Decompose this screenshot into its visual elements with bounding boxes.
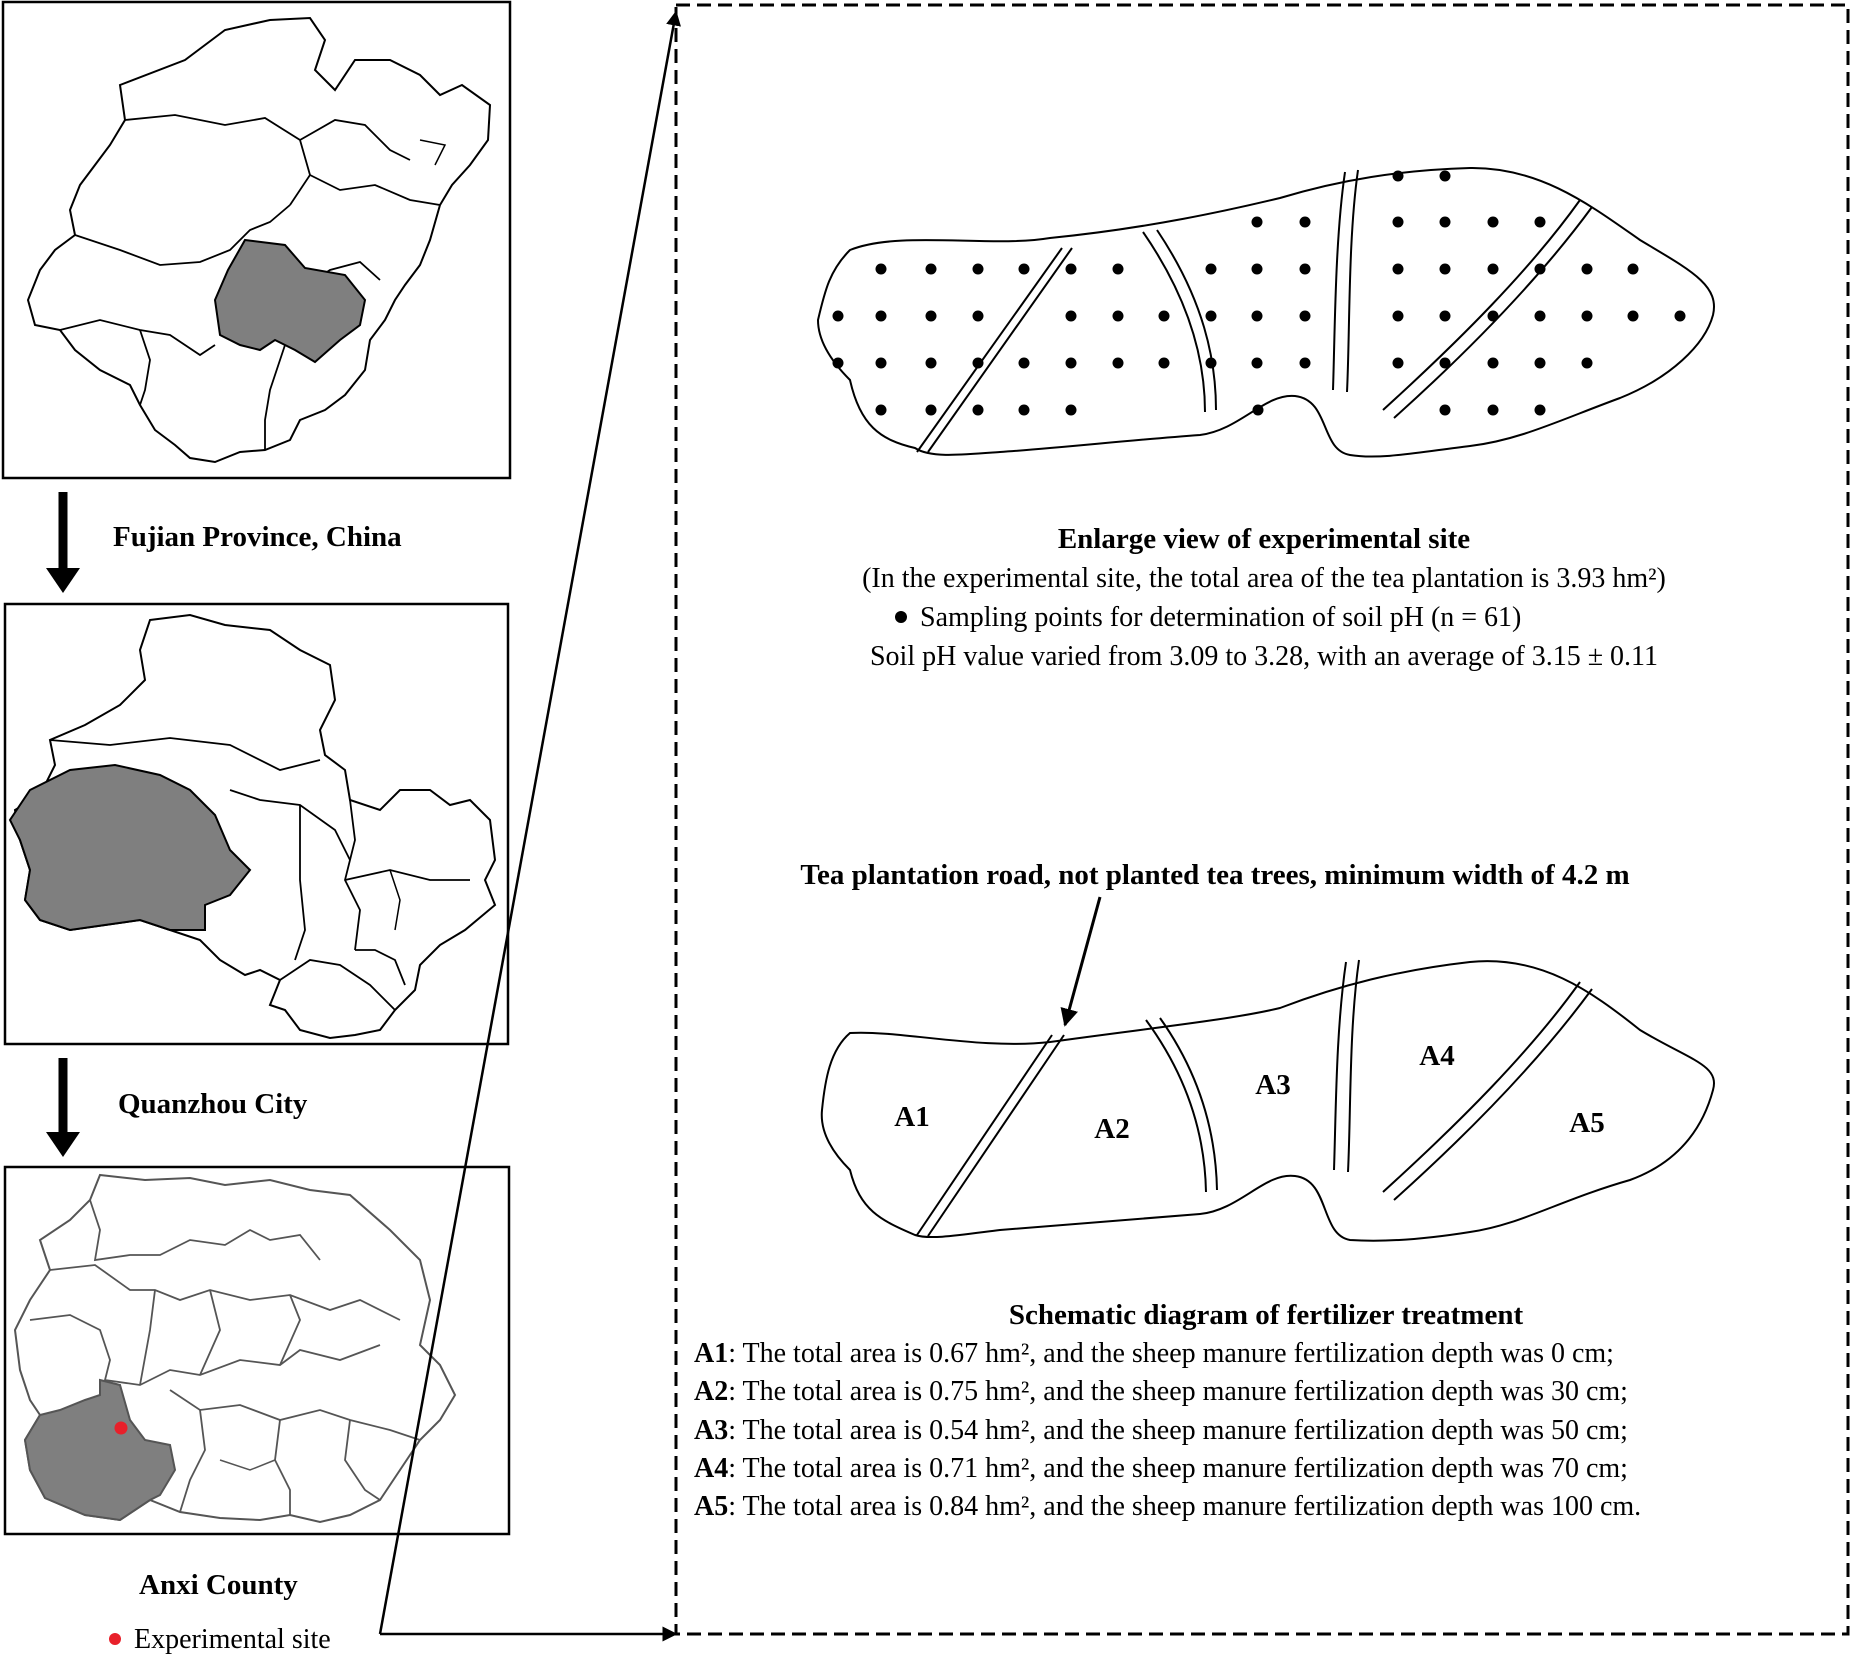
sampling-point <box>1019 264 1030 275</box>
plot-desc-a2-id: A2 <box>694 1376 729 1407</box>
sampling-point <box>973 358 984 369</box>
sampling-point <box>1252 311 1263 322</box>
plot-desc-a3-id: A3 <box>694 1415 729 1446</box>
plot-label-a1: A1 <box>894 1101 930 1133</box>
sampling-point <box>1019 405 1030 416</box>
sampling-point <box>973 311 984 322</box>
sampling-point <box>926 405 937 416</box>
sampling-point <box>1488 405 1499 416</box>
legend-site-dot <box>109 1633 121 1645</box>
sampling-point <box>1535 358 1546 369</box>
sampling-point <box>1535 264 1546 275</box>
city-label: Quanzhou City <box>118 1088 308 1120</box>
sampling-point <box>1300 217 1311 228</box>
sampling-point <box>1582 264 1593 275</box>
sampling-point <box>1393 311 1404 322</box>
sampling-point <box>1440 311 1451 322</box>
sampling-point <box>1300 358 1311 369</box>
experimental-site-marker <box>115 1422 128 1435</box>
plot-desc-a1-id: A1 <box>694 1338 729 1369</box>
plot-label-a4: A4 <box>1419 1040 1455 1072</box>
plot-desc-a3-text: : The total area is 0.54 hm², and the sheep manure fertilization depth was 50 cm; <box>728 1415 1628 1446</box>
sampling-point <box>926 358 937 369</box>
sampling-point <box>1535 217 1546 228</box>
sampling-point <box>1066 264 1077 275</box>
sampling-point <box>1159 311 1170 322</box>
sampling-point <box>1113 358 1124 369</box>
sampling-point <box>876 358 887 369</box>
enlarged-view-line1: (In the experimental site, the total area of the tea plantation is 3.93 hm²) <box>862 563 1666 594</box>
sampling-point <box>1535 405 1546 416</box>
sampling-point <box>1393 171 1404 182</box>
enlarged-view-line3: Soil pH value varied from 3.09 to 3.28, with an average of 3.15 ± 0.11 <box>869 641 1659 672</box>
sampling-point <box>1440 171 1451 182</box>
sampling-point <box>926 264 937 275</box>
plot-desc-a4-id: A4 <box>694 1453 729 1484</box>
road-annotation: Tea plantation road, not planted tea trees, minimum width of 4.2 m <box>800 859 1630 891</box>
sampling-point <box>1066 311 1077 322</box>
sampling-point <box>1488 311 1499 322</box>
sampling-point <box>1113 311 1124 322</box>
sampling-point <box>973 264 984 275</box>
plot-label-a2: A2 <box>1094 1113 1130 1145</box>
quanzhou-map-panel <box>5 604 508 1044</box>
plot-label-a5: A5 <box>1569 1107 1605 1139</box>
plot-desc-a5-id: A5 <box>694 1491 729 1522</box>
plot-desc-a4 <box>694 1453 1628 1484</box>
sampling-point <box>1440 264 1451 275</box>
sampling-point <box>1206 311 1217 322</box>
sampling-point <box>1440 217 1451 228</box>
plot-label-a3: A3 <box>1255 1069 1291 1101</box>
sampling-point <box>1440 405 1451 416</box>
plot-desc-a4-text: : The total area is 0.71 hm², and the sheep manure fertilization depth was 70 cm; <box>728 1453 1628 1484</box>
plot-desc-a3 <box>694 1415 1628 1446</box>
sampling-point <box>1066 358 1077 369</box>
sampling-point <box>1488 358 1499 369</box>
sampling-point <box>1206 264 1217 275</box>
sampling-point <box>1675 311 1686 322</box>
plot-desc-a5-text: : The total area is 0.84 hm², and the sheep manure fertilization depth was 100 cm. <box>728 1491 1642 1522</box>
sampling-point <box>1582 358 1593 369</box>
sampling-point <box>1393 217 1404 228</box>
sampling-point <box>1393 264 1404 275</box>
sampling-point <box>1252 217 1263 228</box>
sampling-point <box>1535 311 1546 322</box>
sampling-point <box>876 264 887 275</box>
sampling-point <box>1488 217 1499 228</box>
sampling-point <box>1300 311 1311 322</box>
fujian-map-panel <box>3 2 510 478</box>
sampling-point <box>1252 358 1263 369</box>
sampling-point <box>1252 264 1263 275</box>
road-annotation-arrow <box>1065 897 1100 1025</box>
plot-desc-a2-text: : The total area is 0.75 hm², and the sheep manure fertilization depth was 30 cm; <box>728 1376 1628 1407</box>
legend-site-label: Experimental site <box>134 1624 331 1655</box>
sampling-point <box>1300 264 1311 275</box>
sampling-point <box>833 311 844 322</box>
sampling-point <box>1019 358 1030 369</box>
schematic-title: Schematic diagram of fertilizer treatment <box>1008 1299 1524 1331</box>
fertilizer-treatment-map <box>822 960 1714 1241</box>
sampling-point <box>1066 405 1077 416</box>
sampling-point <box>973 405 984 416</box>
anxi-map-panel <box>5 1167 509 1534</box>
plot-desc-a1-text: : The total area is 0.67 hm², and the sheep manure fertilization depth was 0 cm; <box>728 1338 1614 1369</box>
county-label: Anxi County <box>139 1569 298 1601</box>
plot-desc-a5 <box>694 1491 1641 1522</box>
sampling-point <box>1159 358 1170 369</box>
sampling-point <box>1393 358 1404 369</box>
sampling-point <box>876 311 887 322</box>
sampling-point <box>1488 264 1499 275</box>
enlarged-view-title: Enlarge view of experimental site <box>1057 523 1471 555</box>
sampling-point <box>876 405 887 416</box>
sampling-point <box>1582 311 1593 322</box>
sampling-point <box>1113 264 1124 275</box>
sampling-point <box>1440 358 1451 369</box>
sampling-point-legend-dot <box>895 611 907 623</box>
sampling-point <box>1628 264 1639 275</box>
sampling-site-map <box>818 168 1714 457</box>
sampling-point <box>1206 358 1217 369</box>
plot-desc-a1 <box>694 1338 1614 1369</box>
province-label: Fujian Province, China <box>113 521 402 553</box>
sampling-point <box>833 358 844 369</box>
enlarged-view-line2: Sampling points for determination of soil pH (n = 61) <box>920 602 1522 633</box>
sampling-point <box>926 311 937 322</box>
plot-desc-a2 <box>694 1376 1628 1407</box>
sampling-point <box>1253 405 1264 416</box>
sampling-point <box>1628 311 1639 322</box>
